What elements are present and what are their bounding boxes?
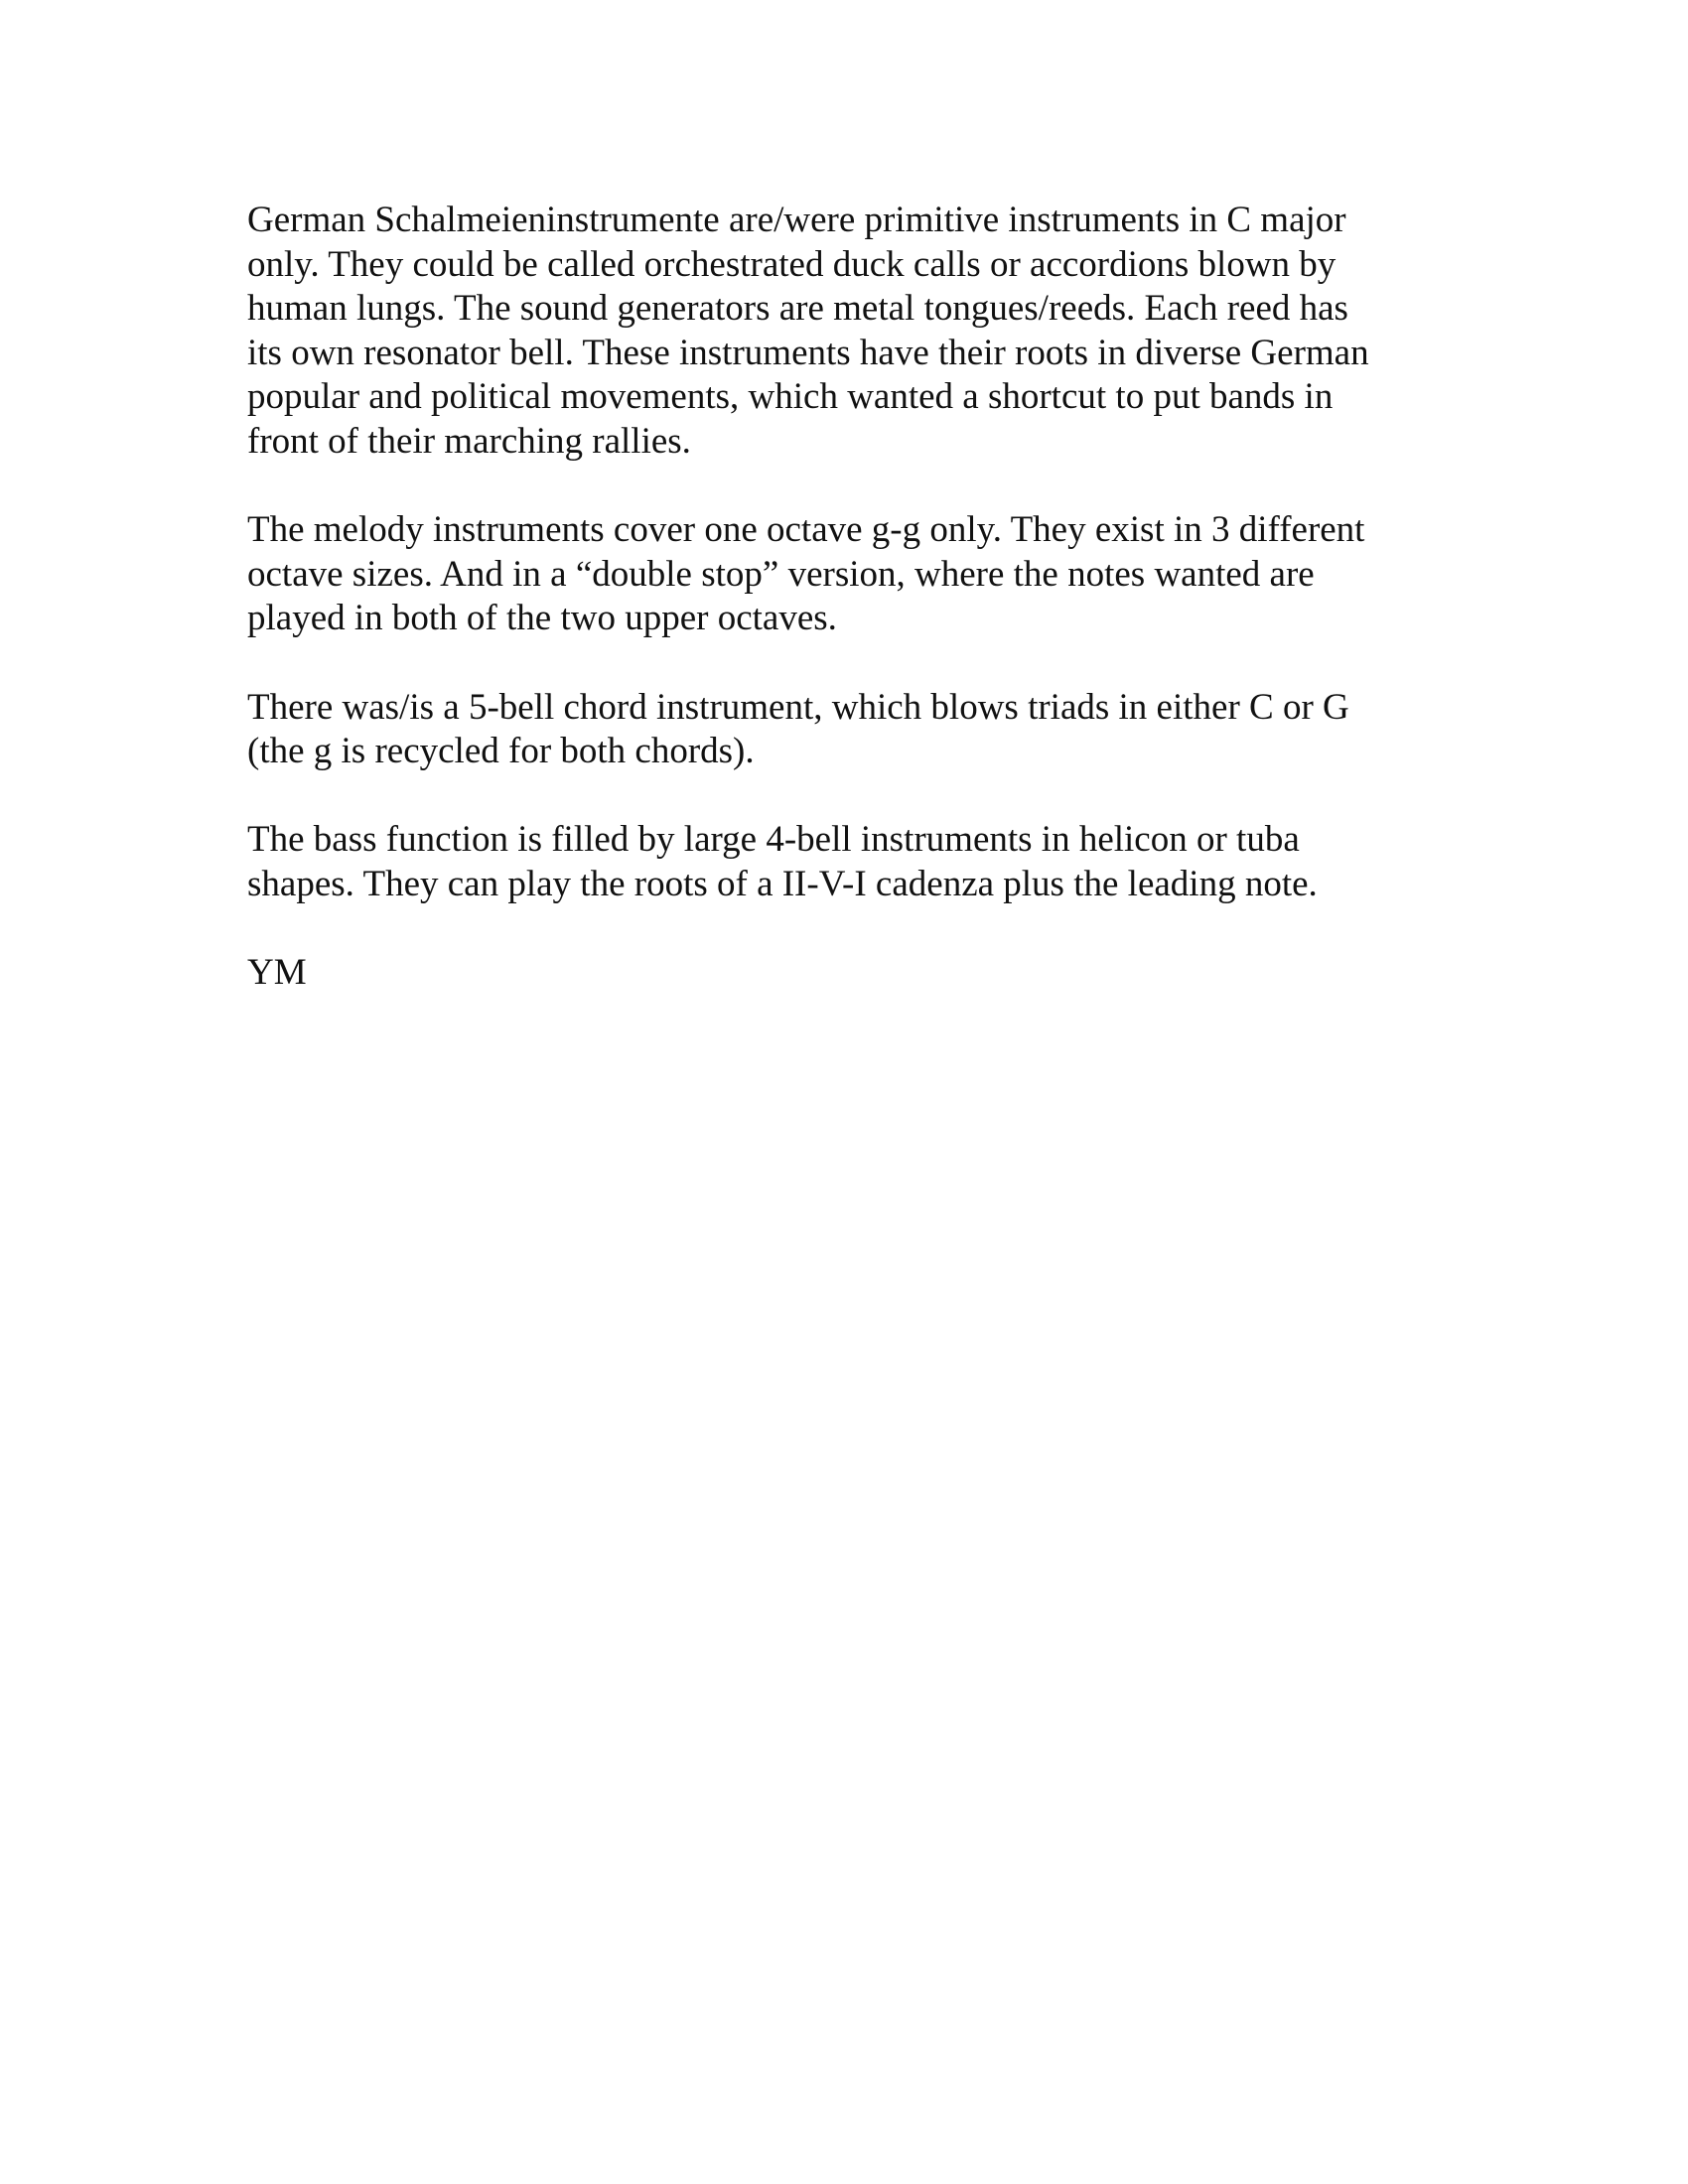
text-line: octave sizes. And in a “double stop” version, where the notes wanted are bbox=[247, 553, 1315, 595]
text-line: (the g is recycled for both chords). bbox=[247, 731, 755, 772]
text-line: The melody instruments cover one octave g-g only. They exist in 3 different bbox=[247, 509, 1365, 551]
text-line: human lungs. The sound generators are metal tongues/reeds. Each reed has bbox=[247, 288, 1348, 330]
paragraph-bass bbox=[247, 818, 1439, 906]
paragraph-melody bbox=[247, 508, 1439, 641]
document-body bbox=[247, 199, 1439, 1039]
text-line: popular and political movements, which wanted a shortcut to put bands in bbox=[247, 376, 1334, 418]
text-line: German Schalmeieninstrumente are/were primitive instruments in C major bbox=[247, 200, 1346, 240]
text-line: shapes. They can play the roots of a II-V-I cadenza plus the leading note. bbox=[247, 863, 1318, 904]
text-line: There was/is a 5-bell chord instrument, which blows triads in either C or G bbox=[247, 686, 1349, 728]
paragraph-chord bbox=[247, 686, 1439, 774]
paragraph-intro bbox=[247, 199, 1439, 465]
signature-text: YM bbox=[247, 952, 307, 994]
text-line: only. They could be called orchestrated duck calls or accordions blown by bbox=[247, 243, 1336, 285]
text-line: front of their marching rallies. bbox=[247, 420, 691, 462]
text-line: The bass function is filled by large 4-bell instruments in helicon or tuba bbox=[247, 819, 1300, 861]
text-line: its own resonator bell. These instruments have their roots in diverse German bbox=[247, 332, 1369, 373]
text-line: played in both of the two upper octaves. bbox=[247, 598, 837, 639]
signature bbox=[247, 951, 1439, 996]
